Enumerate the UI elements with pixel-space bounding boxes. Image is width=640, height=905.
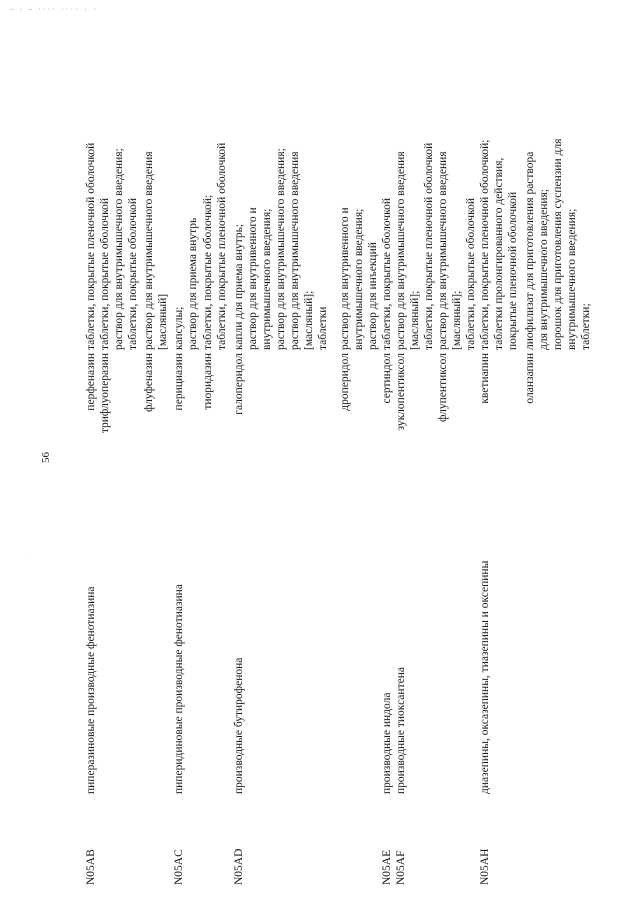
drug-name: перициазин [173, 353, 185, 411]
dosage-forms [201, 10, 229, 350]
dosage-form: таблетки, покрытые пленочной оболочкой [85, 142, 97, 350]
dosage-form: [масляный]; [303, 290, 315, 350]
dosage-forms [380, 10, 394, 350]
drug-name: перфеназин [85, 353, 97, 411]
drug-name: дроперидол [339, 353, 351, 411]
dosage-form: раствор для внутривенного и [247, 207, 259, 350]
dosage-form: таблетки, покрытые оболочкой [99, 198, 111, 350]
page-number: 56 [40, 452, 52, 463]
drug-name-list [436, 353, 450, 473]
atc-code: N05AB [85, 849, 97, 885]
dosage-form: внутримышечного введения; [261, 208, 273, 350]
drug-name: зуклопентиксол [395, 353, 407, 431]
atc-code: N05AE [381, 849, 393, 885]
dosage-form: таблетки, покрытые оболочкой [465, 198, 477, 350]
drug-name: кветиапин [479, 353, 491, 404]
dosage-form: раствор для приема внутрь [187, 217, 199, 350]
dosage-form: раствор для внутримышечного введения [289, 151, 301, 350]
drug-name-list [84, 353, 112, 473]
drug-name: галоперидол [233, 353, 245, 415]
dosage-forms [436, 10, 478, 350]
dosage-form: таблетки, покрытые пленочной оболочкой [216, 142, 228, 350]
drug-name-list [380, 353, 394, 473]
atc-group: производные тиоксантена [395, 667, 407, 794]
dosage-forms [232, 10, 330, 350]
dosage-form: раствор для внутримышечного введения [395, 151, 407, 350]
dosage-form: раствор для внутримышечного введения; [275, 148, 287, 350]
drug-name: флуфеназин [143, 353, 155, 413]
atc-code: N05AC [173, 849, 185, 885]
drug-name-list [232, 353, 246, 473]
dosage-form: таблетки [317, 306, 329, 350]
dosage-form: таблетки, покрытые пленочной оболочкой; [479, 139, 491, 350]
dosage-form: [масляный] [157, 293, 169, 350]
atc-group: пиперазиновые производные фенотиазина [85, 586, 97, 794]
dosage-form: таблетки, покрытые оболочкой [381, 198, 393, 350]
atc-group: пиперидиновые производные фенотиазина [173, 584, 185, 794]
drug-name-list [523, 353, 537, 473]
atc-group: диазепины, оксазепины, тиазепины и оксепины [479, 560, 491, 794]
dosage-form: раствор для внутримышечного введения [437, 151, 449, 350]
dosage-form: таблетки; [580, 303, 592, 350]
dosage-form: внутримышечного введения; [353, 208, 365, 350]
drug-name-list [338, 353, 352, 473]
atc-code: N05AF [395, 850, 407, 885]
dosage-form: раствор для внутривенного и [339, 207, 351, 350]
drug-name: трифлуоперазин [99, 353, 111, 434]
atc-group: производные индола [381, 692, 393, 794]
dosage-form: раствор для инъекций [367, 242, 379, 350]
dosage-forms [523, 10, 593, 350]
dosage-forms [394, 10, 436, 350]
drug-name: сертиндол [381, 353, 393, 404]
atc-code: N05AD [233, 848, 245, 885]
dosage-form: [масляный]; [409, 290, 421, 350]
drug-name-list [172, 353, 186, 473]
dosage-form: капсулы; [173, 306, 185, 350]
scan-header-marks: — · — ···· ···· · · [10, 6, 98, 13]
dosage-form: таблетки пролонгированного действия, [493, 157, 505, 350]
dosage-form: для внутримышечного введения; [538, 188, 550, 350]
dosage-form: порошок для приготовления суспензии для [552, 138, 564, 350]
dosage-forms [84, 10, 140, 350]
drug-name: тиоридазин [202, 353, 214, 410]
dosage-form: таблетки, покрытые оболочкой [127, 198, 139, 350]
dosage-form: раствор для внутримышечного введения; [113, 148, 125, 350]
dosage-form: внутримышечного введения; [566, 208, 578, 350]
scan-tick-mark: · [22, 551, 28, 553]
drug-name-list [478, 353, 492, 473]
dosage-form: капли для приема внутрь; [233, 223, 245, 350]
dosage-form: таблетки, покрытые пленочной оболочкой [423, 142, 435, 350]
atc-code: N05AH [479, 848, 491, 885]
dosage-form: таблетки, покрытые оболочкой; [202, 194, 214, 350]
drug-name: флупентиксол [437, 353, 449, 422]
dosage-form: покрытые пленочной оболочкой [507, 191, 519, 350]
dosage-forms [172, 10, 200, 350]
dosage-forms [478, 10, 520, 350]
dosage-form: лиофилизат для приготовления раствора [524, 151, 536, 350]
dosage-forms [142, 10, 170, 350]
dosage-forms [338, 10, 380, 350]
drug-name: оланзапин [524, 353, 536, 404]
dosage-form: [масляный]; [451, 290, 463, 350]
drug-name-list [142, 353, 156, 473]
dosage-form: раствор для внутримышечного введения [143, 151, 155, 350]
drug-name-list [394, 353, 408, 473]
drug-name-list [201, 353, 215, 473]
atc-group: производные бутирофенона [233, 657, 245, 794]
